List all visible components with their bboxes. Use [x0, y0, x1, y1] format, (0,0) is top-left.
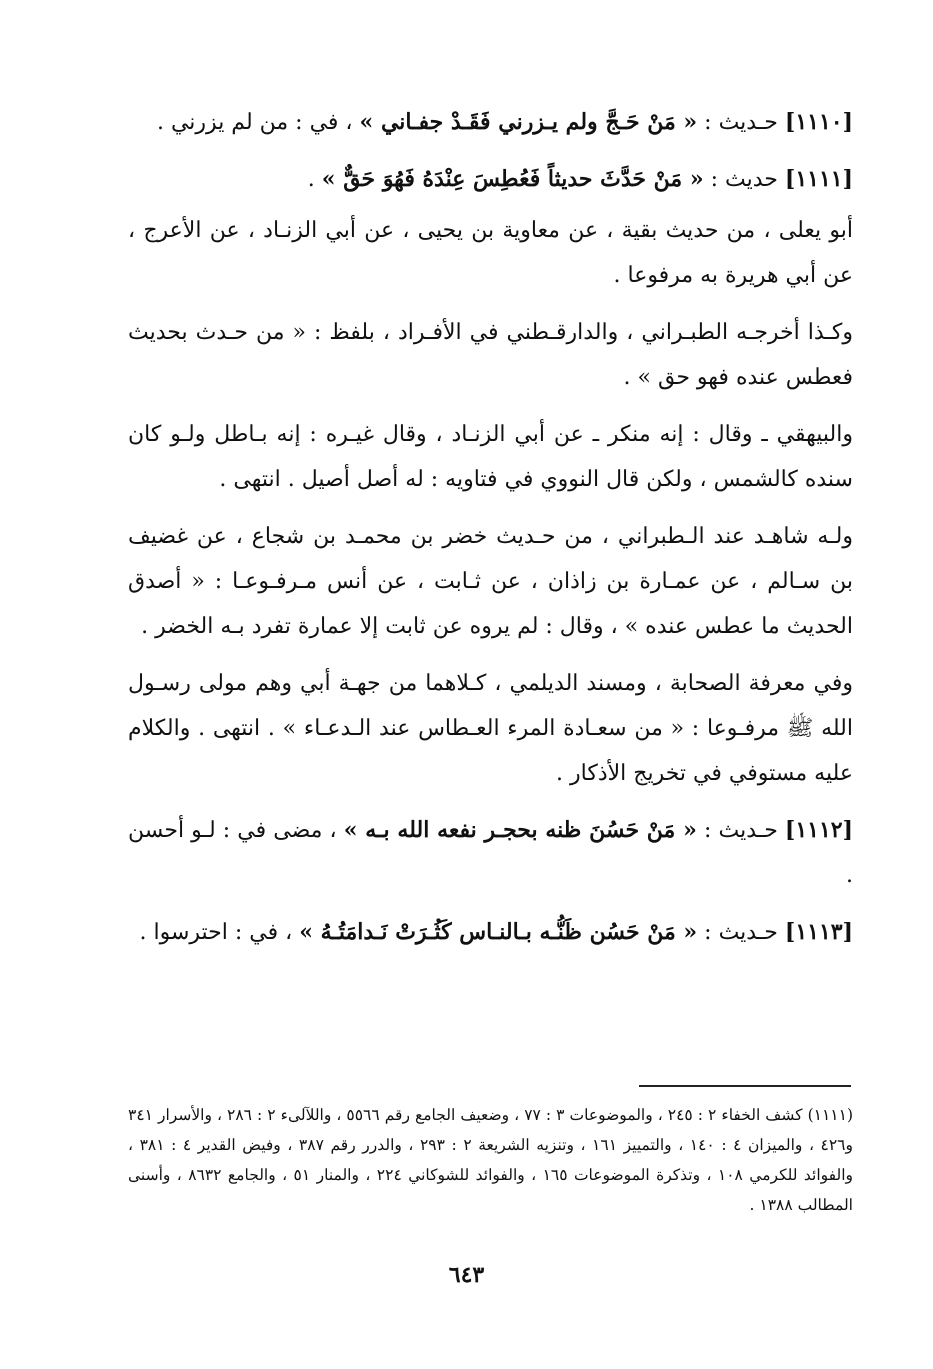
- paragraph-marifa: وفي معرفة الصحابة ، ومسند الديلمي ، كـلاهما من جهـة أبي وهم مولى رسـول الله ﷺ مرفـوعا : « من سعـادة المرء العـطاس عند الـدعـاء » . انتهى . والكلام عليه مستوفي في تخريج الأذكار .: [128, 671, 853, 786]
- entry-number: [١١١٢]: [784, 817, 854, 843]
- paragraph-shahid: ولـه شاهـد عند الـطبراني ، من حـديث خضر بن محمـد بن شجاع ، عن غضيف بن سـالم ، عن عمـارة بن زاذان ، عن ثـابت ، عن أنس مـرفـوعـا : « أصدق الحديث ما عطس عنده » ، وقال : لم يروه عن ثابت إلا عمارة تفرد بـه الخضر .: [128, 524, 853, 639]
- footnote-divider: [639, 1085, 851, 1087]
- paragraph-bayhaqi: والبيهقي ـ وقال : إنه منكر ـ عن أبي الزنـاد ، وقال غيـره : إنه بـاطل ولـو كان سنده كالشمس ، ولكن قال النووي في فتاويه : له أصل أصيل . انتهى .: [128, 422, 853, 492]
- entry-rest: ، مضى في : لـو أحسن .: [128, 818, 853, 888]
- entry-lead: حـديث :: [696, 818, 778, 843]
- footnotes: [128, 1100, 853, 1220]
- page-number: ٦٤٣: [448, 1262, 485, 1288]
- entry-1110: [128, 100, 853, 145]
- entry-rest: ، في : احترسوا .: [139, 920, 300, 945]
- paragraph-abu-yala: أبو يعلى ، من حديث بقية ، عن معاوية بن يحيى ، عن أبي الزنـاد ، عن الأعرج ، عن أبي هريرة به مرفوعا .: [128, 218, 853, 288]
- entry-rest: .: [307, 167, 322, 192]
- footnote-1111: (١١١١) كشف الخفاء ٢ : ٢٤٥ ، والموضوعات ٣ : ٧٧ ، وضعيف الجامع رقم ٥٥٦٦ ، واللآلىء ٢ : ٢٨٦ ، والأسرار ٣٤١ و٤٢٦ ، والميزان ٤ : ١٤٠ ، والتمييز ١٦١ ، وتنزيه الشريعة ٢ : ٢٩٣ ، والدرر رقم ٣٨٧ ، وفيض القدير ٤ : ٣٨١ ، والفوائد للكرمي ١٠٨ ، وتذكرة الموضوعات ١٦٥ ، والفوائد للشوكاني ٢٢٤ ، والمنار ٥١ ، والجامع ٨٦٣٢ ، وأسنى المطالب ١٣٨٨ .: [128, 1106, 854, 1214]
- paragraph-tabarani: وكـذا أخرجـه الطبـراني ، والدارقـطني في الأفـراد ، بلفظ : « من حـدث بحديث فعطس عنده فهو حق » .: [128, 320, 853, 390]
- hadith-text: « مَنْ حَـجَّ ولم يـزرني فَقَـدْ جفـاني »: [359, 109, 698, 135]
- entry-1113: [128, 910, 853, 955]
- entry-number: [١١١٠]: [784, 109, 853, 135]
- entry-lead: حـديث :: [697, 110, 778, 135]
- hadith-text: « مَنْ حَسُن ظَنُّـه بـالنـاس كَثُـرَتْ نَـدامَتُـهُ »: [299, 919, 698, 945]
- entry-rest: ، في : من لم يزرني .: [156, 110, 360, 135]
- entry-number: [١١١٣]: [784, 919, 853, 945]
- entry-1111: [128, 157, 853, 202]
- entry-lead: حـديث :: [697, 920, 778, 945]
- hadith-text: « مَنْ حَسُنَ ظنه بحجـر نفعه الله بـه »: [343, 817, 697, 843]
- hadith-text: « مَنْ حَدَّثَ حديثاً فَعُطِسَ عِنْدَهُ فَهُوَ حَقٌّ »: [321, 166, 704, 192]
- entry-lead: حديث :: [703, 167, 778, 192]
- entry-1112: [128, 808, 853, 898]
- entry-number: [١١١١]: [784, 166, 853, 192]
